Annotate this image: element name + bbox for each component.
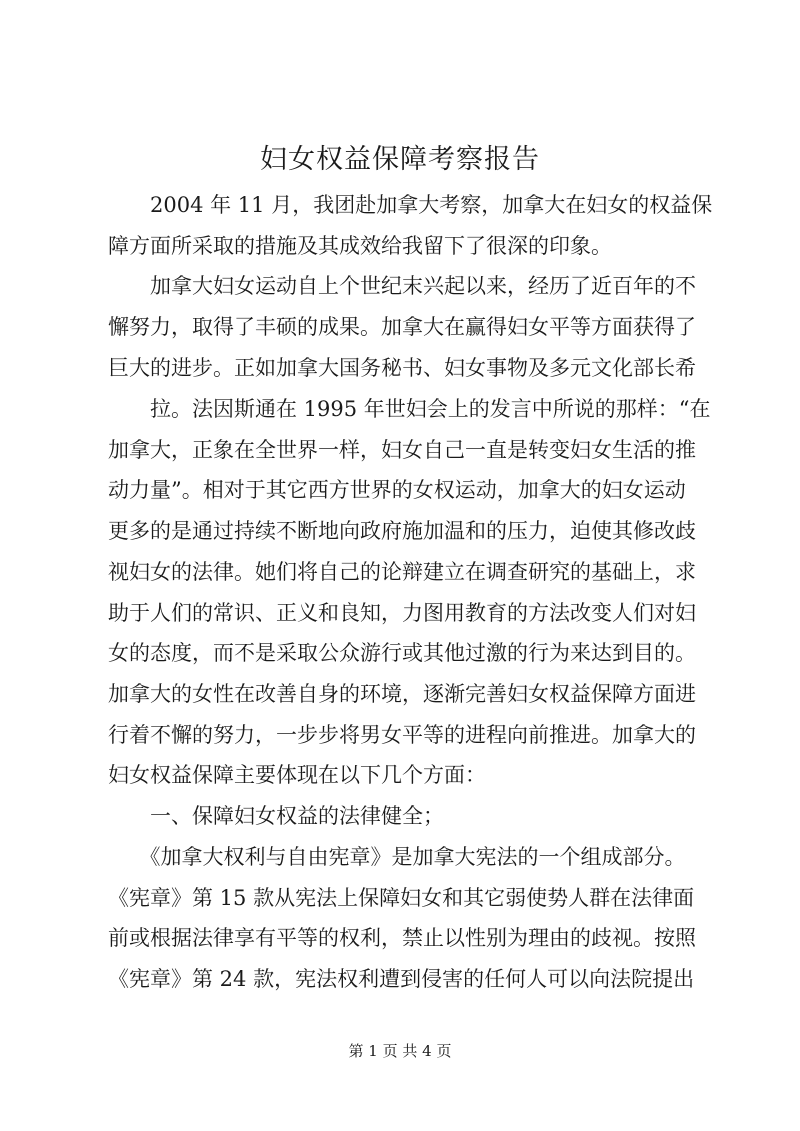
body-line: 行着不懈的努力，一步步将男女平等的进程向前推进。加拿大的 bbox=[108, 723, 696, 747]
body-line: 《宪章》第 15 款从宪法上保障妇女和其它弱使势人群在法律面 bbox=[108, 886, 695, 910]
body-line: 加拿大妇女运动自上个世纪末兴起以来，经历了近百年的不 bbox=[108, 274, 696, 298]
body-line: 巨大的进步。正如加拿大国务秘书、妇女事物及多元文化部长希 bbox=[108, 356, 696, 380]
body-line: 助于人们的常识、正义和良知，力图用教育的方法改变人们对妇 bbox=[108, 601, 696, 625]
body-line: 2004 年 11 月，我团赴加拿大考察，加拿大在妇女的权益保 bbox=[108, 193, 713, 217]
body-line: 拉。法因斯通在 1995 年世妇会上的发言中所说的那样：“在 bbox=[108, 397, 711, 421]
body-line: 障方面所采取的措施及其成效给我留下了很深的印象。 bbox=[108, 234, 612, 258]
page-footer: 第 1 页 共 4 页 bbox=[348, 1042, 452, 1060]
body-line: 前或根据法律享有平等的权利，禁止以性别为理由的歧视。按照 bbox=[108, 926, 696, 950]
body-line: 懈努力，取得了丰硕的成果。加拿大在赢得妇女平等方面获得了 bbox=[108, 315, 696, 339]
body-line: 加拿大，正象在全世界一样，妇女自己一直是转变妇女生活的推 bbox=[108, 438, 696, 462]
document-title: 妇女权益保障考察报告 bbox=[260, 144, 540, 175]
body-line: 《宪章》第 24 款，宪法权利遭到侵害的任何人可以向法院提出 bbox=[108, 967, 695, 991]
body-line: 妇女权益保障主要体现在以下几个方面： bbox=[108, 763, 486, 787]
body-line: 《加拿大权利与自由宪章》是加拿大宪法的一个组成部分。 bbox=[108, 845, 686, 869]
body-line: 动力量”。相对于其它西方世界的女权运动，加拿大的妇女运动 bbox=[108, 478, 686, 502]
body-line: 一、保障妇女权益的法律健全； bbox=[108, 804, 444, 828]
body-line: 加拿大的女性在改善自身的环境，逐渐完善妇女权益保障方面进 bbox=[108, 682, 696, 706]
body-line: 视妇女的法律。她们将自己的论辩建立在调查研究的基础上，求 bbox=[108, 560, 696, 584]
body-line: 女的态度，而不是采取公众游行或其他过激的行为来达到目的。 bbox=[108, 641, 696, 665]
body-line: 更多的是通过持续不断地向政府施加温和的压力，迫使其修改歧 bbox=[108, 519, 696, 543]
